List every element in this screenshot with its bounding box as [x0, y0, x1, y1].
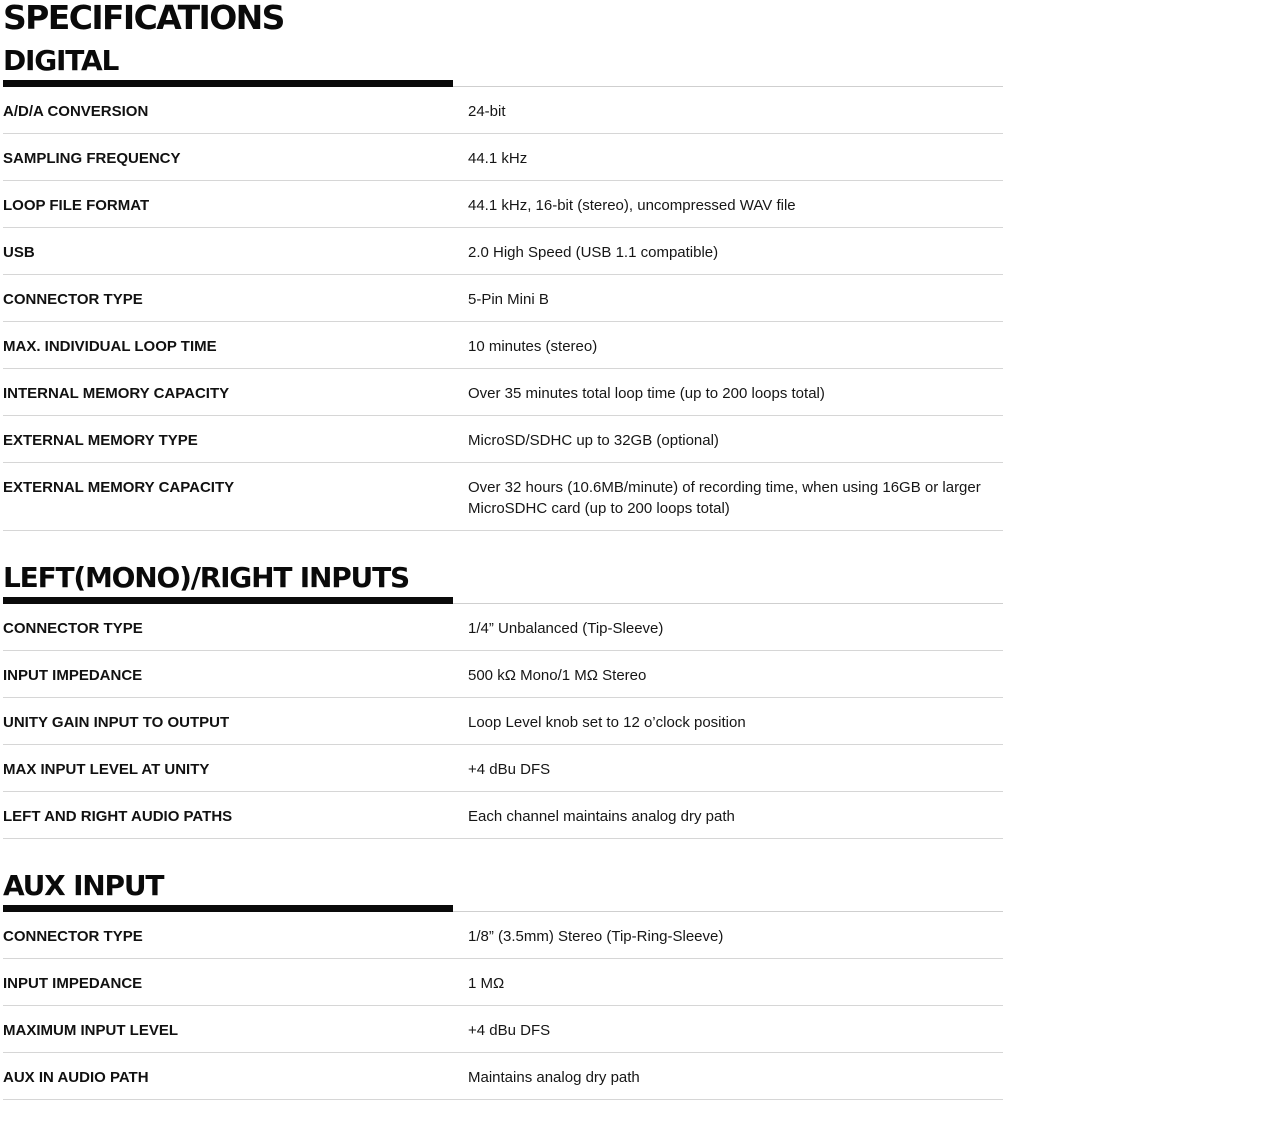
spec-row: [3, 604, 1003, 651]
spec-value: +4 dBu DFS: [468, 761, 551, 778]
section-title: LEFT(MONO)/RIGHT INPUTS: [3, 561, 409, 594]
spec-row: [3, 1006, 1003, 1053]
section-header: [3, 553, 1003, 604]
spec-value: 10 minutes (stereo): [468, 338, 598, 355]
spec-value: 44.1 kHz: [468, 150, 528, 167]
spec-value: Over 32 hours (10.6MB/minute) of recording time, when using 16GB or larger MicroSDHC card (up to 200 loops total): [468, 479, 981, 517]
spec-value: +4 dBu DFS: [468, 1022, 551, 1039]
spec-label: UNITY GAIN INPUT TO OUTPUT: [3, 714, 230, 731]
spec-row: [3, 322, 1003, 369]
spec-row: [3, 134, 1003, 181]
spec-label: CONNECTOR TYPE: [3, 928, 143, 945]
spec-label: INTERNAL MEMORY CAPACITY: [3, 385, 230, 402]
spec-row: [3, 228, 1003, 275]
spec-label: CONNECTOR TYPE: [3, 620, 143, 637]
spec-row: [3, 275, 1003, 322]
spec-value: 1/8” (3.5mm) Stereo (Tip-Ring-Sleeve): [468, 928, 724, 945]
spec-row: [3, 959, 1003, 1006]
spec-label: SAMPLING FREQUENCY: [3, 150, 181, 167]
spec-value: Each channel maintains analog dry path: [468, 808, 735, 825]
section-aux-input: [3, 861, 1003, 1100]
spec-label: USB: [3, 244, 35, 261]
spec-row: [3, 912, 1003, 959]
spec-label: MAX. INDIVIDUAL LOOP TIME: [3, 338, 217, 355]
section-header: [3, 36, 1003, 87]
spec-label: INPUT IMPEDANCE: [3, 975, 143, 992]
spec-value: 2.0 High Speed (USB 1.1 compatible): [468, 244, 719, 261]
page-title: SPECIFICATIONS: [3, 0, 284, 37]
spec-label: AUX IN AUDIO PATH: [3, 1069, 149, 1086]
spec-label: CONNECTOR TYPE: [3, 291, 143, 308]
spec-value: MicroSD/SDHC up to 32GB (optional): [468, 432, 719, 449]
section-header: [3, 861, 1003, 912]
spec-value: Maintains analog dry path: [468, 1069, 640, 1086]
spec-value: 5-Pin Mini B: [468, 291, 549, 308]
spec-label: MAX INPUT LEVEL AT UNITY: [3, 761, 210, 778]
spec-row: [3, 792, 1003, 839]
section-underline-bar: [3, 905, 453, 912]
spec-value: Over 35 minutes total loop time (up to 200 loops total): [468, 385, 825, 402]
spec-label: INPUT IMPEDANCE: [3, 667, 143, 684]
specifications-page: [3, 0, 1003, 1100]
spec-value: 500 kΩ Mono/1 MΩ Stereo: [468, 667, 647, 684]
spec-row: [3, 745, 1003, 792]
spec-row: [3, 181, 1003, 228]
spec-label: A/D/A CONVERSION: [3, 103, 149, 120]
section-underline-bar: [3, 80, 453, 87]
spec-label: MAXIMUM INPUT LEVEL: [3, 1022, 178, 1039]
spec-label: EXTERNAL MEMORY TYPE: [3, 432, 198, 449]
spec-row: [3, 463, 1003, 531]
spec-row: [3, 87, 1003, 134]
spec-row: [3, 1053, 1003, 1100]
spec-value: 24-bit: [468, 103, 506, 120]
section-left-right-inputs: [3, 553, 1003, 839]
spec-label: EXTERNAL MEMORY CAPACITY: [3, 479, 235, 496]
section-title: DIGITAL: [3, 44, 119, 77]
spec-row: [3, 651, 1003, 698]
spec-label: LEFT AND RIGHT AUDIO PATHS: [3, 808, 233, 825]
spec-value: 1/4” Unbalanced (Tip-Sleeve): [468, 620, 664, 637]
spec-row: [3, 698, 1003, 745]
spec-value: 1 MΩ: [468, 975, 505, 992]
spec-label: LOOP FILE FORMAT: [3, 197, 150, 214]
section-title: AUX INPUT: [3, 869, 164, 902]
section-underline-bar: [3, 597, 453, 604]
spec-row: [3, 416, 1003, 463]
spec-row: [3, 369, 1003, 416]
section-digital: [3, 36, 1003, 531]
spec-value: 44.1 kHz, 16-bit (stereo), uncompressed WAV file: [468, 197, 796, 214]
spec-value: Loop Level knob set to 12 o’clock position: [468, 714, 746, 731]
